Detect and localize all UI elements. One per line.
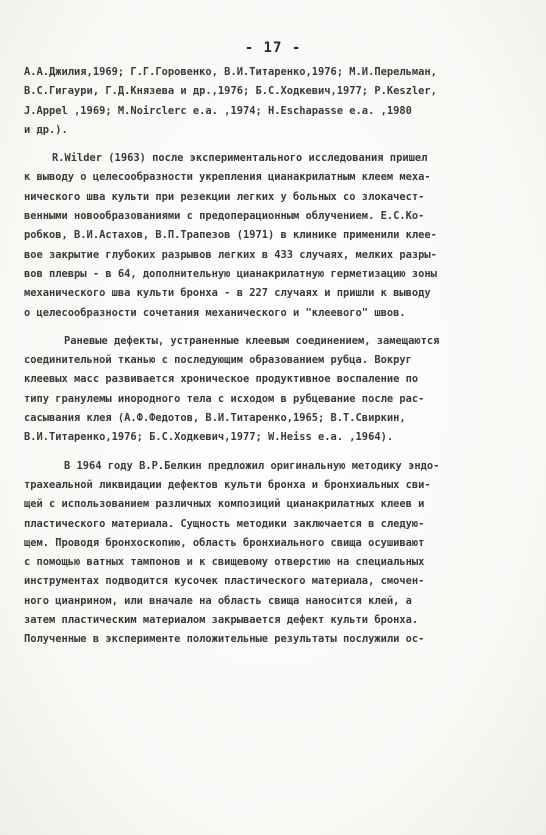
page-number: - 17 - [244,40,302,56]
paragraph-belkin [24,457,524,650]
text-line: механического шва культи бронха - в 227 случаях и пришли к выводу [24,287,431,300]
text-line: щей с использованием различных композиций цианакрилатных клеев и [24,498,425,511]
text-line: А.А.Джилия,1969; Г.Г.Горовенко, В.И.Титаренко,1976; М.И.Перельман, [24,66,437,78]
text-line: щем. Проводя бронхоскопию, область бронхиального свища осушивают [24,536,425,549]
text-line: В 1964 году В.Р.Белкин предложил оригинальную методику эндо- [64,459,440,472]
text-line: клеевых масс развивается хроническое продуктивное воспаление по [24,373,419,386]
text-line: Полученные в эксперименте положительные результаты послужили ос- [24,633,425,646]
text-line: вов плевры - в 64, дополнительную цианакрилатную герметизацию зоны [24,267,437,280]
text-line: и др.). [24,123,68,136]
text-line: робков, В.И.Астахов, В.П.Трапезов (1971) в клинике применили клее- [24,229,437,242]
text-line: затем пластическим материалом закрывается дефект культи бронха. [24,614,419,627]
text-line: с помощью ватных тампонов и к свищевому отверстию на специальных [24,556,425,569]
text-line: сасывания клея (А.Ф.Федотов, В.И.Титаренко,1965; В.Т.Свиркин, [24,412,406,425]
text-line: J.Appel ,1969; M.Noirclerc e.a. ,1974; H.Eschapasse e.a. ,1980 [24,104,412,117]
paragraph-defects [24,332,524,448]
text-line: Раневые дефекты, устраненные клеевым соединением, замещаются [64,334,440,347]
paragraph-references [24,63,524,140]
text-line: венными новообразованиями с предоперационным облучением. Е.С.Ко- [24,210,425,223]
paragraph-wilder [24,149,524,323]
body-text [24,63,524,650]
text-line: В.С.Гигаури, Г.Д.Князева и др.,1976; Б.С.Ходкевич,1977; P.Keszler, [24,85,437,98]
text-line: ного цианрином, или вначале на область свища наносится клей, а [24,594,412,607]
text-line: к выводу о целесообразности укрепления цианакрилатным клеем меха- [24,171,431,184]
text-line: вое закрытие глубоких разрывов легких в 433 случаях, мелких разры- [24,248,437,261]
text-line: инструментах подводится кусочек пластического материала, смочен- [24,575,425,588]
text-line: о целесообразности сочетания механического и "клеевого" швов. [24,306,406,319]
text-line: R.Wilder (1963) после экспериментального исследования пришел [52,152,428,165]
text-line: трахеальной ликвидации дефектов культи бронха и бронхиальных сви- [24,478,431,491]
text-line: соединительной тканью с последующим образованием рубца. Вокруг [24,354,412,367]
text-line: нического шва культи при резекции легких у больных со злокачест- [24,190,425,203]
text-line: В.И.Титаренко,1976; Б.С.Ходкевич,1977; W.Heiss e.a. ,1964). [24,431,394,444]
text-line: типу гранулемы инородного тела с исходом в рубцевание после рас- [24,392,425,405]
text-line: пластического материала. Сущность методики заключается в следую- [24,517,425,530]
